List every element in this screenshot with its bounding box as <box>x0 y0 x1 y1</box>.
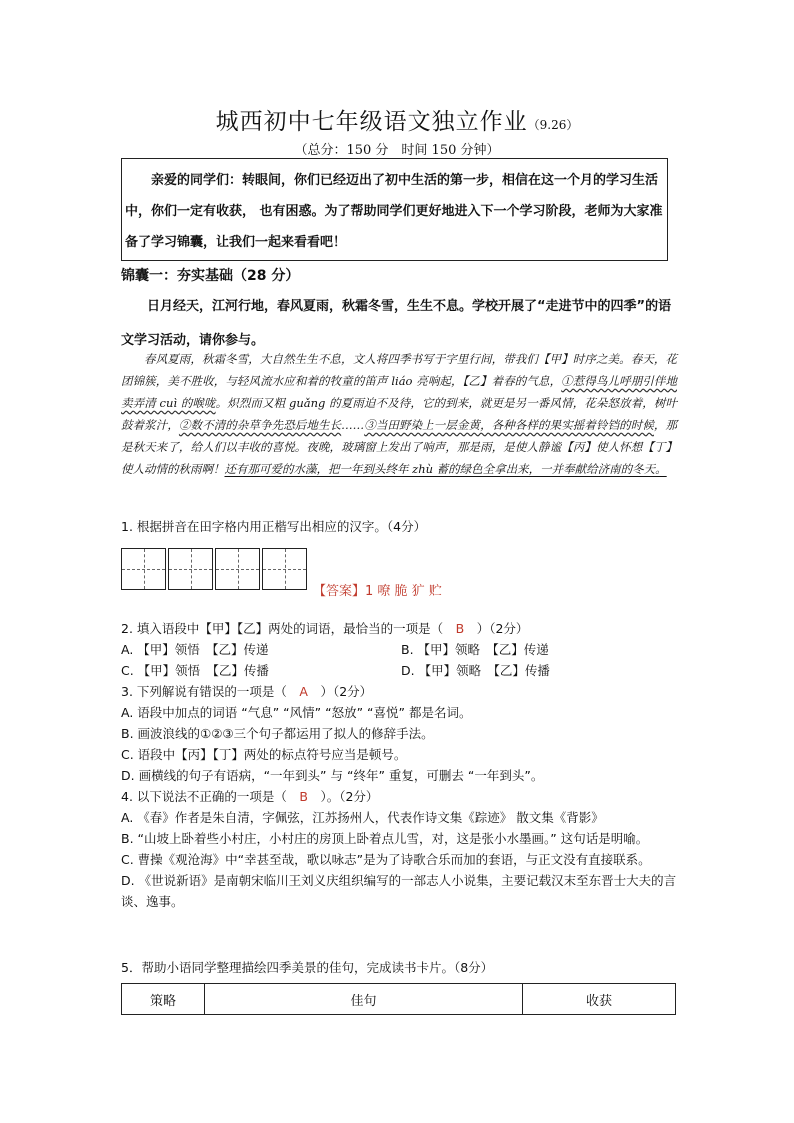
page-title <box>0 103 794 136</box>
option-a: A. 语段中加点的词语 “气息” “风情” “怒放” “喜悦” 都是名词。 <box>121 705 472 720</box>
question-2-answer: B <box>455 621 465 636</box>
option-d: D. 画横线的句子有语病，“一年到头” 与 “终年” 重复，可删去 “一年到头”。 <box>121 768 544 783</box>
option-b: B. “山坡上卧着些小村庄，小村庄的房顶上卧着点儿雪，对，这是张小水墨画。” 这句话是明喻。 <box>121 831 649 846</box>
option-b: B. 画波浪线的①②③三个句子都运用了拟人的修辞手法。 <box>121 726 434 741</box>
tianzige-cell[interactable] <box>168 548 213 590</box>
tianzige-cell[interactable] <box>215 548 260 590</box>
reading-passage <box>121 348 677 480</box>
option-d: D. 【甲】领略 【乙】传播 <box>401 663 550 678</box>
table-header-cell: 策略 <box>122 984 205 1015</box>
option-c: C. 曹操《观沧海》中“幸甚至哉，歌以咏志”是为了诗歌合乐而加的套语，与正文没有直接联系。 <box>121 852 651 867</box>
question-2 <box>121 618 681 681</box>
passage-text-4: ，那是秋天来了，给人们以丰收的喜悦。夜晚，玻璃窗上发出了响声，那是雨，是使人静谧【丙】使人怀想【丁】使人动情的秋雨啊！ <box>121 418 678 476</box>
question-1: 1. 根据拼音在田字格内用正楷写出相应的汉字。（4分） <box>121 519 427 534</box>
tianzige-cell[interactable] <box>262 548 307 590</box>
title-date: （9.26） <box>527 118 579 132</box>
question-3-stem: 3. 下列解说有错误的一项是（ <box>121 684 300 699</box>
wavy-sentence-1: ①惹得鸟儿呼朋引伴地卖弄清 cuì 的喉咙 <box>121 374 677 410</box>
question-2-score: ）（2分） <box>464 621 529 636</box>
question-4-score: ）。（2分） <box>307 789 379 804</box>
answer-q1 <box>313 580 442 599</box>
option-c: C. 【甲】领悟 【乙】传播 <box>121 663 269 678</box>
underlined-sentence: 还有那可爱的水藻，把一年到头终年 zhù 蓄的绿色全拿出来，一并奉献给济南的冬天。 <box>224 462 667 476</box>
passage-text-1: 春风夏雨，秋霜冬雪，大自然生生不息，文人将四季书写于字里行间，带我们【甲】时序之美。春天，花团锦簇，美不胜收，与轻风流水应和着的牧童的笛声 liáo 亮响起，【乙】着春的气息， <box>121 352 677 388</box>
option-c: C. 语段中【丙】【丁】两处的标点符号应当是顿号。 <box>121 747 407 762</box>
intro-box <box>121 158 668 261</box>
table-header-row <box>122 984 676 1015</box>
passage-text-3: …… <box>341 418 365 432</box>
option-row <box>121 660 681 681</box>
section-lead-text: 日月经天，江河行地，春风夏雨，秋霜冬雪，生生不息。学校开展了“走进节中的四季”的语文学习活动，请你参与。 <box>121 299 672 348</box>
option-a: A. 《春》作者是朱自清，字佩弦，江苏扬州人，代表作诗文集《踪迹》 散文集《背影》 <box>121 810 604 825</box>
reading-card-table <box>121 983 676 1015</box>
question-4 <box>121 786 681 912</box>
tianzige-cell[interactable] <box>121 548 166 590</box>
table-header-cell: 佳句 <box>205 984 523 1015</box>
question-4-stem: 4. 以下说法不正确的一项是（ <box>121 789 300 804</box>
answer-text: 1 嘹 脆 犷 贮 <box>365 584 442 599</box>
question-3-score: ）（2分） <box>307 684 373 699</box>
section-heading: 锦囊一：夯实基础（28 分） <box>121 268 300 284</box>
answer-label: 【答案】 <box>313 584 366 599</box>
option-a: A. 【甲】领悟 【乙】传递 <box>121 642 269 657</box>
title-text: 城西初中七年级语文独立作业 <box>215 109 528 135</box>
option-d: D. 《世说新语》是南朝宋临川王刘义庆组织编写的一部志人小说集，主要记载汉末至东晋士大夫的言谈、逸事。 <box>121 873 677 909</box>
passage-paragraph <box>121 348 677 480</box>
passage-text-2: 。炽烈而又粗 guǎng 的夏雨迫不及待，它的到来，就更是另一番风情，花朵怒放着，树叶鼓着浆汁， <box>121 396 678 432</box>
question-4-answer: B <box>299 789 308 804</box>
question-2-stem: 2. 填入语段中【甲】【乙】两处的词语，最恰当的一项是（ <box>121 621 456 636</box>
question-5: 5．帮助小语同学整理描绘四季美景的佳句，完成读书卡片。（8分） <box>121 960 494 975</box>
table-header-cell: 收获 <box>523 984 676 1015</box>
option-row <box>121 639 681 660</box>
question-3 <box>121 681 681 786</box>
wavy-sentence-2: ②数不清的杂草争先恐后地生长 <box>178 418 342 432</box>
question-3-answer: A <box>299 684 308 699</box>
tianzige-grid <box>121 548 307 590</box>
wavy-sentence-3: ③当田野染上一层金黄，各种各样的果实摇着铃铛的时候 <box>364 418 654 432</box>
exam-meta: （总分：150 分 时间 150 分钟） <box>294 143 500 158</box>
option-b: B. 【甲】领略 【乙】传递 <box>401 642 549 657</box>
intro-text: 亲爱的同学们：转眼间，你们已经迈出了初中生活的第一步，相信在这一个月的学习生活中，你们一定有收获， 也有困惑。为了帮助同学们更好地进入下一个学习阶段，老师为大家准备了学习锦囊，让我们一起来看看吧！ <box>125 173 663 250</box>
